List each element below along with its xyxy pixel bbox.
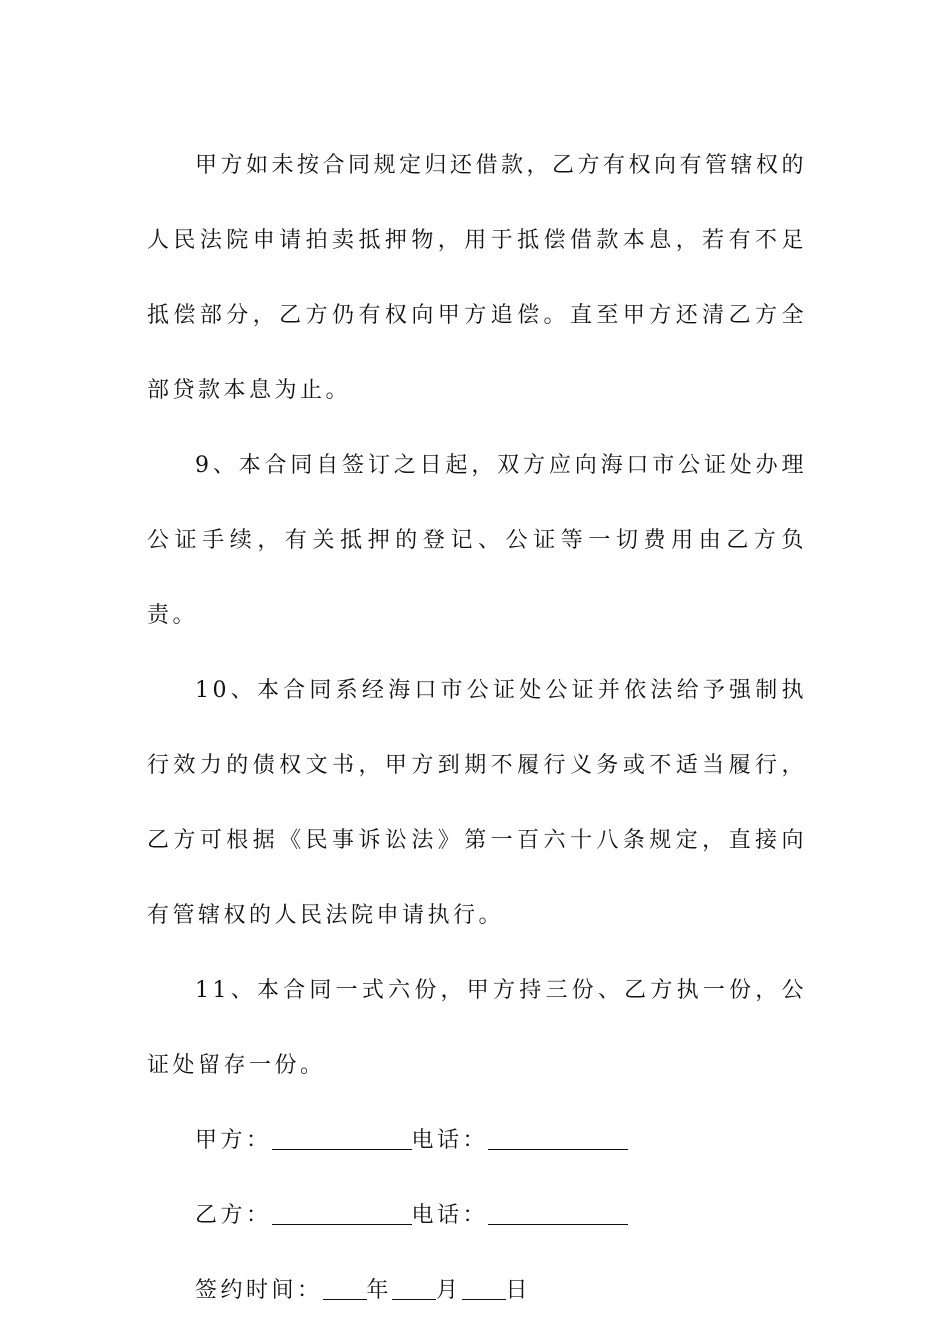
day-label: 日 xyxy=(505,1278,532,1303)
year-blank xyxy=(323,1298,367,1300)
signing-date-line xyxy=(147,1253,807,1328)
document-page xyxy=(147,128,807,1328)
party-b-label: 乙方： xyxy=(195,1203,272,1228)
party-a-signature-line xyxy=(147,1103,807,1178)
party-b-phone-blank xyxy=(488,1223,628,1225)
month-blank xyxy=(392,1298,436,1300)
party-a-phone-blank xyxy=(488,1148,628,1150)
date-label: 签约时间： xyxy=(195,1278,323,1303)
paragraph-clause-10: 10、本合同系经海口市公证处公证并依法给予强制执行效力的债权文书，甲方到期不履行义务或不适当履行，乙方可根据《民事诉讼法》第一百六十八条规定，直接向有管辖权的人民法院申请执行。 xyxy=(147,678,807,928)
day-blank xyxy=(462,1298,506,1300)
party-a-label: 甲方： xyxy=(195,1128,272,1153)
party-b-signature-line xyxy=(147,1178,807,1253)
month-label: 月 xyxy=(436,1278,462,1303)
party-b-name-blank xyxy=(272,1223,412,1225)
party-b-phone-label: 电话： xyxy=(411,1203,489,1228)
year-label: 年 xyxy=(366,1278,393,1303)
party-a-phone-label: 电话： xyxy=(411,1128,489,1153)
party-a-name-blank xyxy=(272,1148,412,1150)
paragraph-clause-9: 9、本合同自签订之日起，双方应向海口市公证处办理公证手续，有关抵押的登记、公证等一切费用由乙方负责。 xyxy=(147,453,807,628)
paragraph-mortgage-auction: 甲方如未按合同规定归还借款，乙方有权向有管辖权的人民法院申请拍卖抵押物，用于抵偿借款本息，若有不足抵偿部分，乙方仍有权向甲方追偿。直至甲方还清乙方全部贷款本息为止。 xyxy=(147,153,808,403)
paragraph-clause-11: 11、本合同一式六份，甲方持三份、乙方执一份，公证处留存一份。 xyxy=(147,978,807,1078)
